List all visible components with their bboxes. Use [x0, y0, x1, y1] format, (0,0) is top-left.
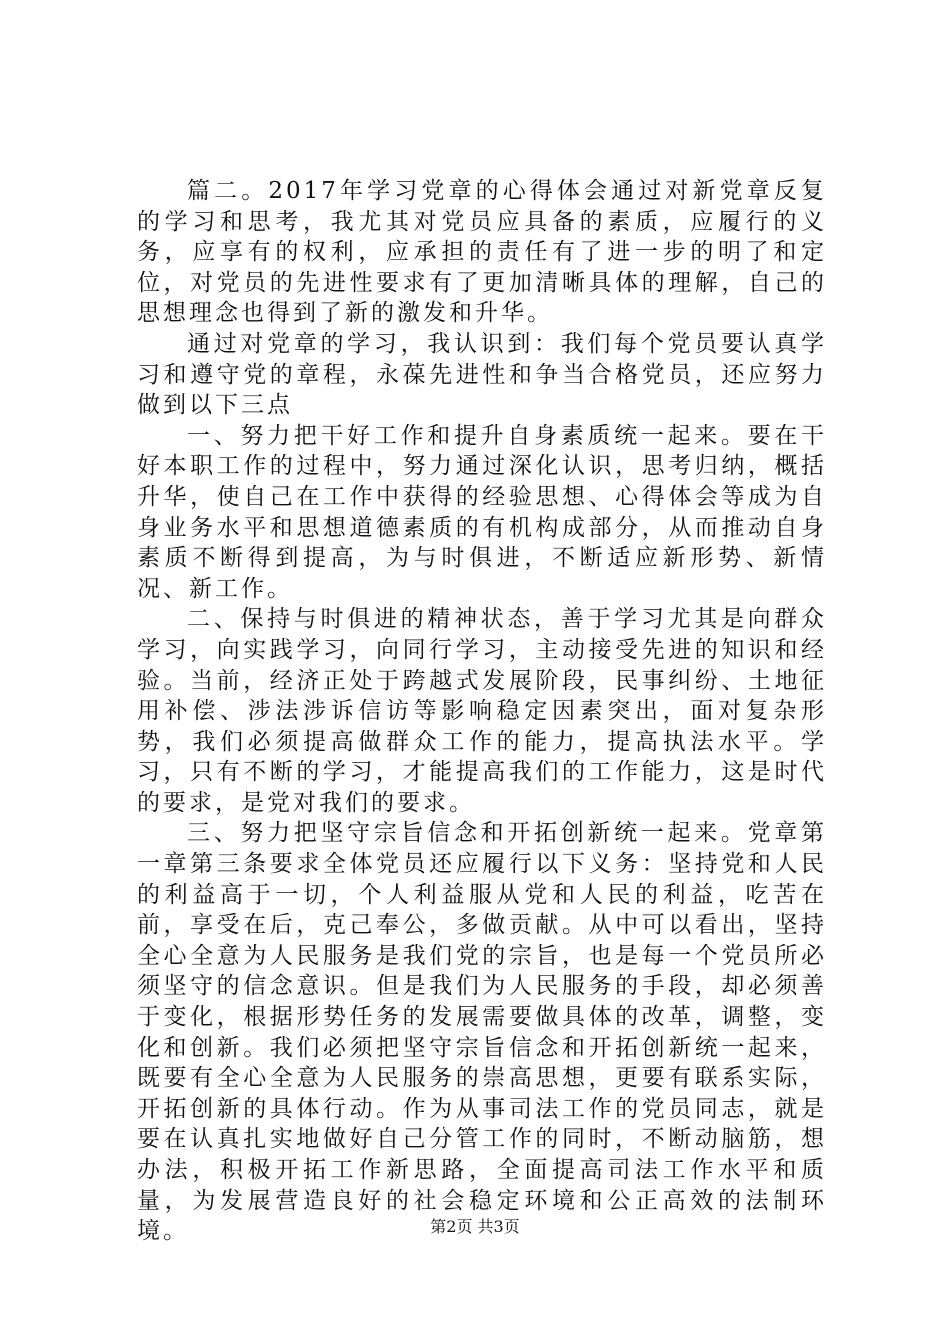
paragraph-point-one: 一、努力把干好工作和提升自身素质统一起来。要在干好本职工作的过程中，努力通过深化认识，思考归纳，概括升华，使自己在工作中获得的经验思想、心得体会等成为自身业务水平和思想道德素质的有机构成部分，从而推动自身素质不断得到提高，为与时俱进，不断适应新形势、新情况、新工作。	[137, 422, 827, 602]
paragraph-point-two: 二、保持与时俱进的精神状态，善于学习尤其是向群众学习，向实践学习，向同行学习，主动接受先进的知识和经验。当前，经济正处于跨越式发展阶段，民事纠纷、土地征用补偿、涉法涉诉信访等影响稳定因素突出，面对复杂形势，我们必须提高做群众工作的能力，提高执法水平。学习，只有不断的学习，才能提高我们的工作能力，这是时代的要求，是党对我们的要求。	[137, 606, 827, 816]
paragraph-intro: 篇二。2017年学习党章的心得体会通过对新党章反复的学习和思考，我尤其对党员应具备的素质，应履行的义务，应享有的权利，应承担的责任有了进一步的明了和定位，对党员的先进性要求有了更加清晰具体的理解，自己的思想理念也得到了新的激发和升华。	[137, 178, 827, 327]
paragraph-point-three: 三、努力把坚守宗旨信念和开拓创新统一起来。党章第一章第三条要求全体党员还应履行以下义务：坚持党和人民的利益高于一切，个人利益服从党和人民的利益，吃苦在前，享受在后，克己奉公，多做贡献。从中可以看出，坚持全心全意为人民服务是我们党的宗旨，也是每一个党员所必须坚守的信念意识。但是我们为人民服务的手段，却必须善于变化，根据形势任务的发展需要做具体的改革，调整，变化和创新。我们必须把坚守宗旨信念和开拓创新统一起来，既要有全心全意为人民服务的崇高思想，更要有联系实际，开拓创新的具体行动。作为从事司法工作的党员同志，就是要在认真扎实地做好自己分管工作的同时，不断动脑筋，想办法，积极开拓工作新思路，全面提高司法工作水平和质量，为发展营造良好的社会稳定环境和公正高效的法制环境。	[137, 820, 827, 1245]
page-number-footer: 第2页 共3页	[430, 1217, 520, 1236]
document-body	[137, 176, 827, 1247]
paragraph-summary: 通过对党章的学习，我认识到：我们每个党员要认真学习和遵守党的章程，永葆先进性和争当合格党员，还应努力做到以下三点	[137, 330, 827, 419]
